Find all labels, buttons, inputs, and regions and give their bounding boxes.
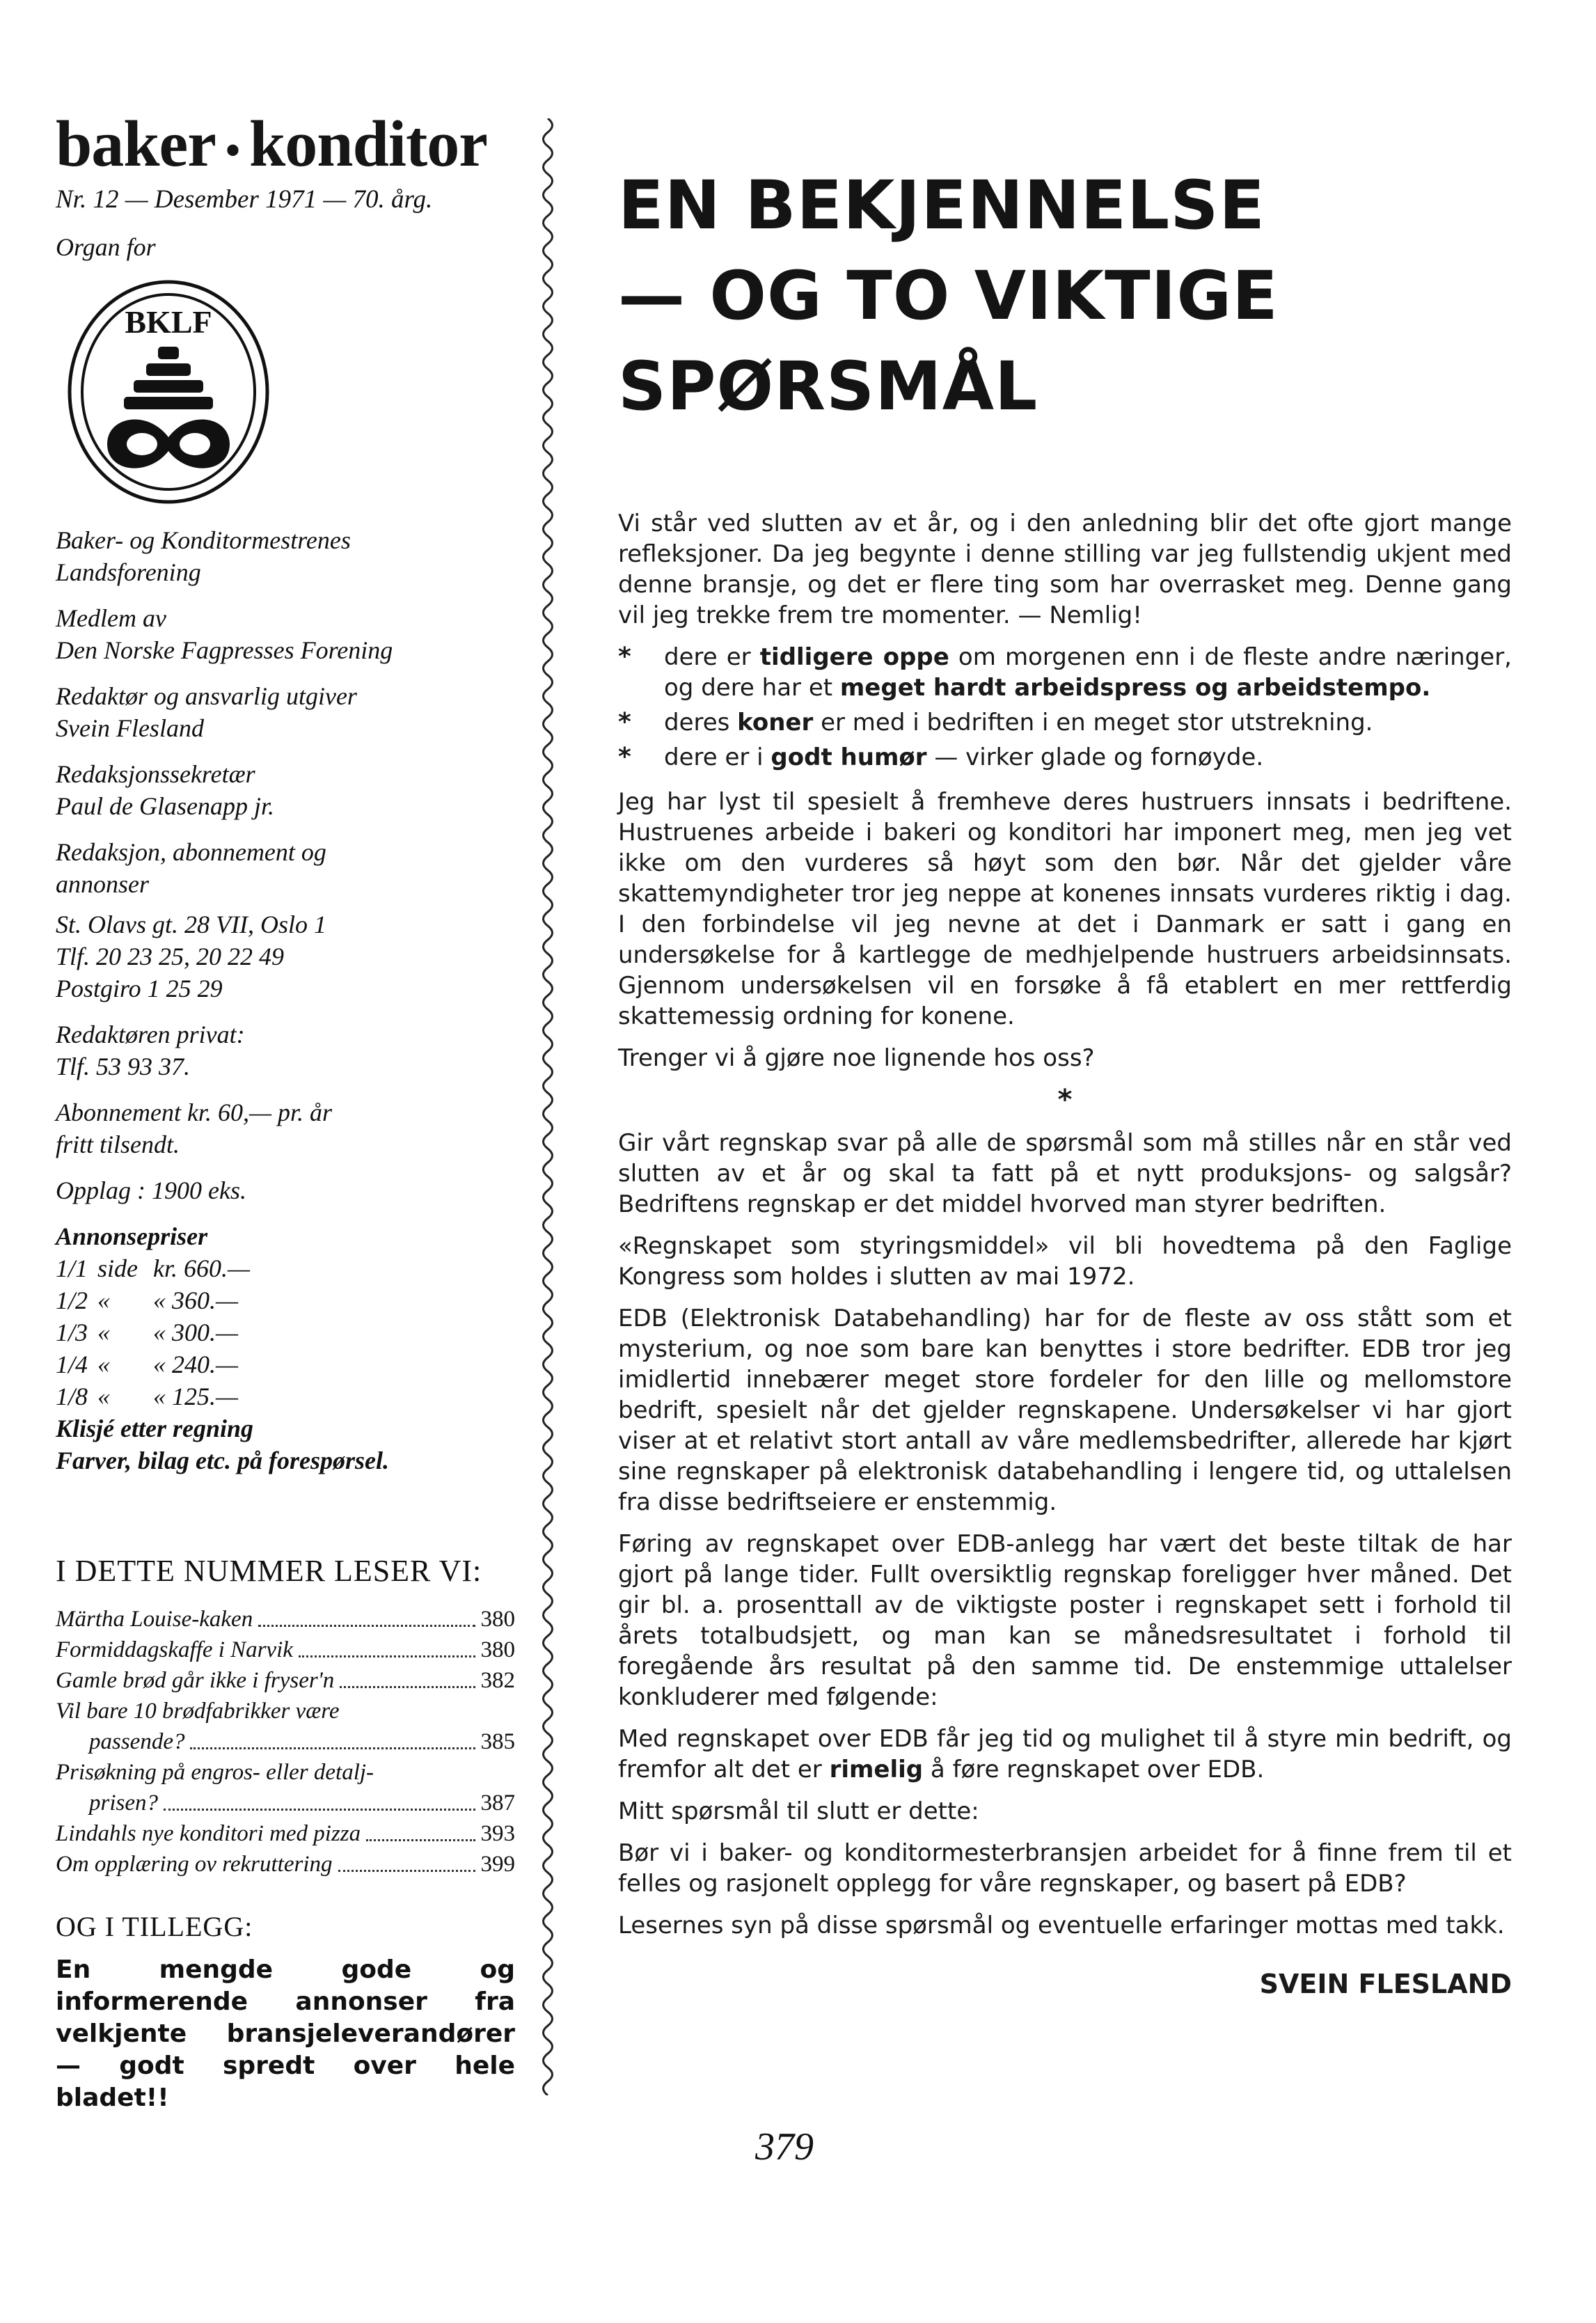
article	[618, 160, 1512, 1999]
paragraph: Lesernes syn på disse spørsmål og eventuelle erfaringer mottas med takk.	[618, 1912, 1505, 1939]
page-number: 379	[755, 2125, 814, 2168]
price-row: 1/1 side kr. 660.—	[56, 1254, 251, 1282]
subscription: Abonnement kr. 60,— pr. år fritt tilsendt.	[56, 1098, 332, 1158]
bullet-list	[618, 642, 1512, 773]
table-of-contents	[56, 1604, 515, 1880]
paragraph: Gir vårt regnskap svar på alle de spørsmål som må stilles når en står ved slutten av et år og skal ta fatt på et nytt produksjons- og salgsår? Bedriftens regnskap er det middel hvorved man styrer bedriften.	[618, 1129, 1512, 1218]
paragraph: Bør vi i baker- og konditormesterbransjen arbeidet for å finne frem til et felles og rasjonelt opplegg for våre regnskaper, og basert på EDB?	[618, 1839, 1512, 1898]
toc-item[interactable]: Gamle brød går ikke i fryser'n 382	[56, 1668, 515, 1693]
wavy-divider	[537, 118, 558, 2095]
circulation: Opplag : 1900 eks.	[56, 1176, 246, 1204]
price-row: 1/3 « « 300.—	[56, 1318, 239, 1346]
toc-heading: I DETTE NUMMER LESER VI:	[56, 1554, 482, 1588]
paragraph: Med regnskapet over EDB får jeg tid og mulighet til å styre min bedrift, og fremfor alt det er rimelig å føre regnskapet over EDB.	[618, 1725, 1512, 1783]
bullet-item: * deres koner er med i bedriften i en meget stor utstrekning.	[618, 708, 1373, 737]
bklf-logo	[64, 277, 273, 507]
toc-item[interactable]: Vil bare 10 brødfabrikker være passende? 385	[56, 1699, 515, 1754]
article-headline: EN BEKJENNELSE — OG TO VIKTIGE SPØRSMÅL	[618, 166, 1279, 425]
paragraph: Jeg har lyst til spesielt å fremheve deres hustruers innsats i bedriftene. Hustruenes arbeide i bakeri og konditori har imponert meg, men jeg vet ikke om den vurderes så høyt som den bør. Når det gjelder våre skattemyndigheter tror jeg neppe at konenes innsats vurderes riktig i dag. I den forbindelse vil jeg nevne at det i Danmark er satt i gang en undersøkelse for å kartlegge de medhjelpende hustruers arbeidsinnsats. Gjennom undersøkelsen vil en forsøke å få etablert en mer rettferdig skattemessig ordning for konene.	[618, 788, 1512, 1030]
magazine-title: baker • konditor	[56, 108, 487, 180]
paragraph: Mitt spørsmål til slutt er dette:	[618, 1797, 979, 1825]
article-body	[618, 508, 1512, 1999]
extra-heading: OG I TILLEGG:	[56, 1911, 253, 1942]
office-info: Redaksjon, abonnement og annonser St. Olavs gt. 28 VII, Oslo 1 Tlf. 20 23 25, 20 22 49 Postgiro 1 25 29	[56, 838, 326, 1002]
paragraph: EDB (Elektronisk Databehandling) har for de fleste av oss stått som et mysterium, og noe som bare kan benyttes i store bedrifter. EDB tror jeg imidlertid innebærer meget store fordeler for den lille og mellomstore bedrift, spesielt når det gjelder regnskapene. Undersøkelser vi har gjort viser at et relativt stort antall av våre medlemsbedrifter, allerede har kjørt sine regnskaper på elektronisk databehandling i lengere tid, og uttalelsen fra disse bedriftseiere er enstemmig.	[618, 1305, 1512, 1516]
price-row: 1/4 « « 240.—	[56, 1351, 239, 1378]
secretary: Redaksjonssekretær Paul de Glasenapp jr.	[56, 760, 274, 820]
organ-label: Organ for	[56, 233, 156, 261]
toc-item[interactable]: Prisøkning på engros- eller detalj- prisen? 387	[56, 1760, 515, 1816]
colors-note: Farver, bilag etc. på forespørsel.	[56, 1447, 389, 1474]
bullet-item: * dere er tidligere oppe om morgenen enn i de fleste andre næringer, og dere har et meget hardt arbeidspress og arbeidstempo.	[618, 643, 1512, 702]
toc-item[interactable]: Lindahls nye konditori med pizza 393	[56, 1821, 515, 1846]
editor: Redaktør og ansvarlig utgiver Svein Flesland	[56, 682, 357, 742]
intro-paragraph: Vi står ved slutten av et år, og i den anledning blir det ofte gjort mange refleksjoner. Da jeg begynte i denne stilling var jeg fullstendig ukjent med denne bransje, og det er flere ting som har overrasket meg. Denne gang vil jeg trekke frem tre momenter. — Nemlig!	[618, 510, 1512, 629]
membership: Medlem av Den Norske Fagpresses Forening	[56, 604, 393, 664]
ad-prices	[56, 1220, 515, 1477]
bullet-item: * dere er i godt humør — virker glade og fornøyde.	[618, 743, 1264, 771]
extra-body: En mengde gode og informerende annonser fra velkjente bransjeleverandører — godt spredt over hele bladet!!	[56, 1955, 515, 2112]
svg-text:BKLF: BKLF	[125, 304, 212, 340]
paragraph: «Regnskapet som styringsmiddel» vil bli hovedtema på den Faglige Kongress som holdes i slutten av mai 1972.	[618, 1232, 1512, 1291]
org-name: Baker- og Konditormestrenes Landsforening	[56, 526, 351, 586]
ad-prices-heading: Annonsepriser	[56, 1222, 208, 1250]
section-separator: *	[1057, 1084, 1073, 1116]
toc-item[interactable]: Märtha Louise-kaken 380	[56, 1607, 515, 1632]
price-row: 1/2 « « 360.—	[56, 1286, 239, 1314]
issue-line: Nr. 12 — Desember 1971 — 70. årg.	[56, 185, 433, 214]
paragraph: Føring av regnskapet over EDB-anlegg har vært det beste tiltak de har gjort på lange tider. Fullt oversiktlig regnskap foreligger hver måned. Det gir bl. a. prosenttall av de viktigste poster i regnskapet sett i forhold til årets totalbudsjett, og man kan se månedsresultatet i forhold til foregående års resultat på den samme tid. De enstemmige uttalelser konkluderer med følgende:	[618, 1530, 1512, 1711]
cliche-note: Klisjé etter regning	[56, 1415, 254, 1442]
toc-item[interactable]: Om opplæring ov rekruttering 399	[56, 1852, 515, 1877]
signature: SVEIN FLESLAND	[1259, 1969, 1512, 1999]
paragraph: Trenger vi å gjøre noe lignende hos oss?	[618, 1044, 1095, 1072]
toc-item[interactable]: Formiddagskaffe i Narvik 380	[56, 1637, 515, 1662]
masthead-column	[56, 108, 515, 2114]
price-row: 1/8 « « 125.—	[56, 1383, 239, 1410]
editor-private: Redaktøren privat: Tlf. 53 93 37.	[56, 1021, 245, 1080]
